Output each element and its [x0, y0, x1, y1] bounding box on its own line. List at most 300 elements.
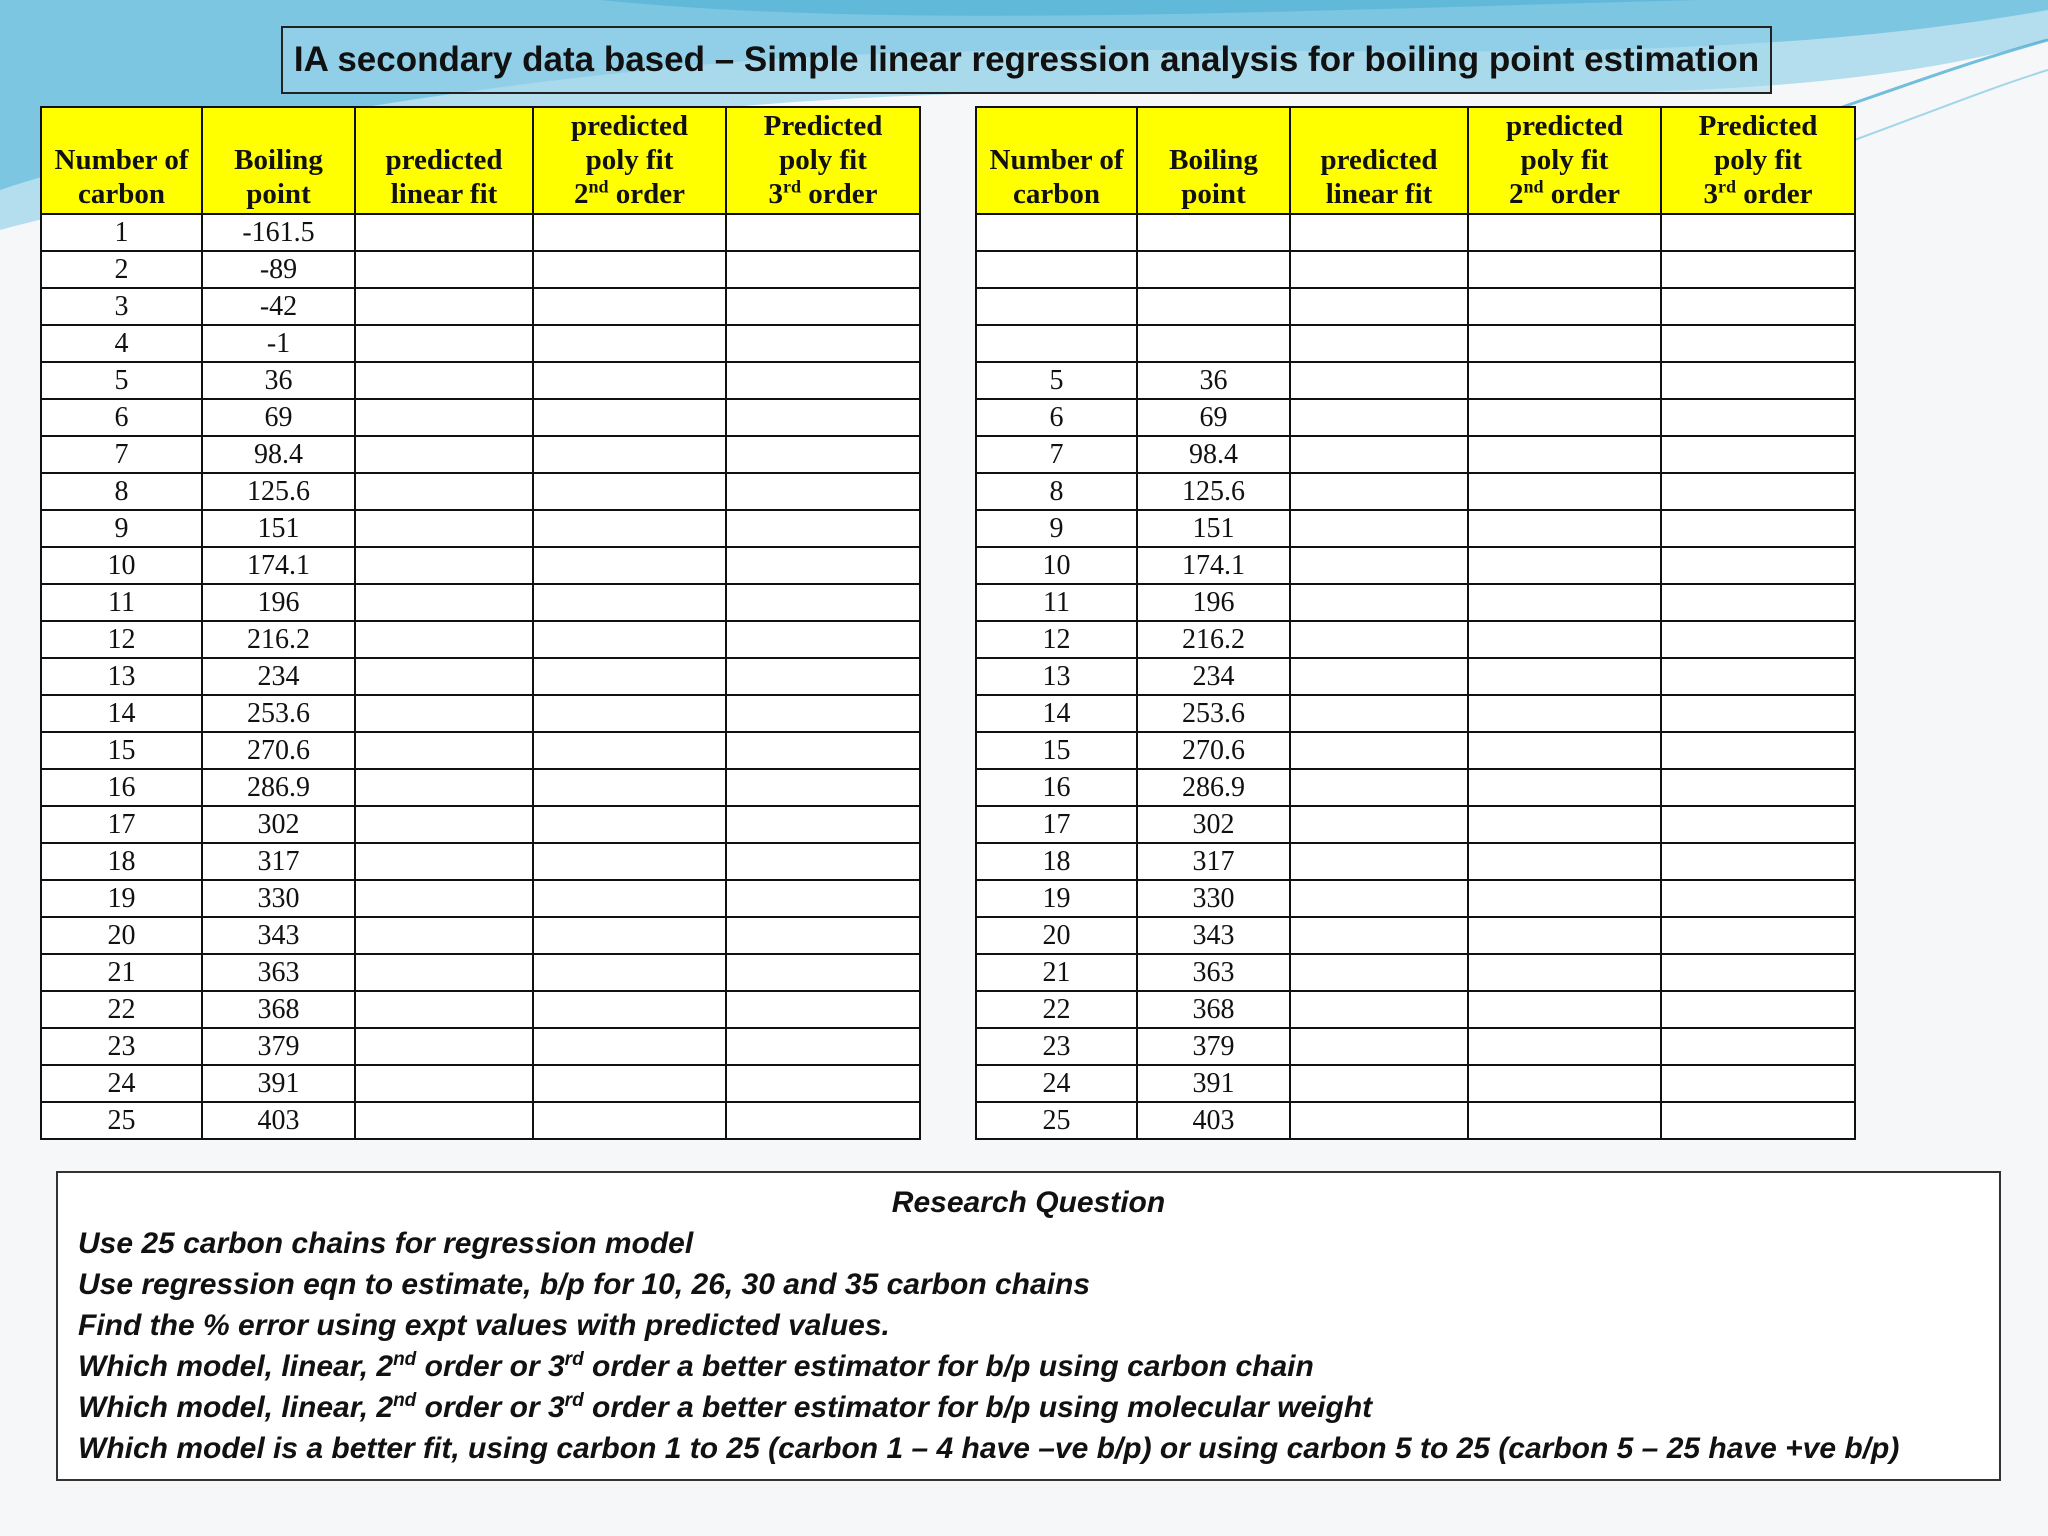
poly2-fit-cell — [533, 214, 726, 251]
table-row — [976, 732, 1855, 769]
carbon-count-cell: 3 — [41, 288, 202, 325]
boiling-point-cell: 196 — [202, 584, 355, 621]
poly3-fit-cell — [726, 880, 920, 917]
poly2-fit-cell — [533, 288, 726, 325]
linear-fit-cell — [355, 1065, 533, 1102]
header-predicted-poly-2nd: predicted poly fit 2nd order — [533, 107, 726, 214]
linear-fit-cell — [355, 1028, 533, 1065]
poly3-fit-cell — [726, 1028, 920, 1065]
poly3-fit-cell — [726, 362, 920, 399]
linear-fit-cell — [355, 584, 533, 621]
carbon-count-cell: 16 — [41, 769, 202, 806]
poly3-fit-cell — [1661, 621, 1855, 658]
poly3-fit-cell — [1661, 1028, 1855, 1065]
poly2-fit-cell — [1468, 547, 1661, 584]
table-row — [41, 584, 920, 621]
research-line-6: Which model is a better fit, using carbon 1 to 25 (carbon 1 – 4 have –ve b/p) or using carbon 5 to 25 (carbon 5 – 25 have +ve b/p) — [78, 1432, 1900, 1465]
table-row — [41, 991, 920, 1028]
table-row — [41, 1065, 920, 1102]
boiling-point-cell: 125.6 — [1137, 473, 1290, 510]
table-row — [41, 214, 920, 251]
boiling-point-cell: -161.5 — [202, 214, 355, 251]
poly3-fit-cell — [726, 917, 920, 954]
carbon-count-cell: 15 — [976, 732, 1137, 769]
linear-fit-cell — [1290, 732, 1468, 769]
boiling-point-cell: 98.4 — [202, 436, 355, 473]
linear-fit-cell — [355, 510, 533, 547]
poly3-fit-cell — [1661, 843, 1855, 880]
research-line-4: Which model, linear, 2nd order or 3rd order a better estimator for b/p using carbon chain — [78, 1349, 1314, 1383]
poly2-fit-cell — [533, 695, 726, 732]
linear-fit-cell — [355, 473, 533, 510]
right-header-row — [976, 107, 1855, 214]
linear-fit-cell — [355, 362, 533, 399]
carbon-count-cell: 11 — [41, 584, 202, 621]
header-number-of-carbon: Number of carbon — [976, 107, 1137, 214]
poly2-fit-cell — [533, 547, 726, 584]
table-row — [41, 769, 920, 806]
poly2-fit-cell — [533, 843, 726, 880]
carbon-count-cell: 18 — [41, 843, 202, 880]
poly3-fit-cell — [1661, 362, 1855, 399]
linear-fit-cell — [1290, 1102, 1468, 1139]
poly2-fit-cell — [533, 473, 726, 510]
boiling-point-cell: 363 — [1137, 954, 1290, 991]
boiling-point-cell: 151 — [202, 510, 355, 547]
boiling-point-cell: -42 — [202, 288, 355, 325]
poly2-fit-cell — [1468, 991, 1661, 1028]
boiling-point-cell: 234 — [202, 658, 355, 695]
poly2-fit-cell — [1468, 954, 1661, 991]
table-row — [976, 473, 1855, 510]
poly2-fit-cell — [1468, 880, 1661, 917]
carbon-count-cell: 16 — [976, 769, 1137, 806]
linear-fit-cell — [1290, 473, 1468, 510]
poly2-fit-cell — [1468, 436, 1661, 473]
boiling-point-cell: 270.6 — [1137, 732, 1290, 769]
carbon-count-cell: 15 — [41, 732, 202, 769]
linear-fit-cell — [355, 251, 533, 288]
boiling-point-cell: 368 — [1137, 991, 1290, 1028]
boiling-point-cell — [1137, 325, 1290, 362]
carbon-count-cell: 14 — [41, 695, 202, 732]
table-row — [976, 1028, 1855, 1065]
carbon-count-cell — [976, 251, 1137, 288]
poly3-fit-cell — [726, 325, 920, 362]
linear-fit-cell — [1290, 547, 1468, 584]
poly3-fit-cell — [1661, 473, 1855, 510]
table-row — [41, 954, 920, 991]
boiling-point-cell: 286.9 — [202, 769, 355, 806]
poly2-fit-cell — [1468, 695, 1661, 732]
header-number-of-carbon: Number of carbon — [41, 107, 202, 214]
carbon-count-cell: 20 — [976, 917, 1137, 954]
table-row — [41, 362, 920, 399]
linear-fit-cell — [1290, 843, 1468, 880]
poly2-fit-cell — [533, 806, 726, 843]
carbon-count-cell: 11 — [976, 584, 1137, 621]
boiling-point-cell: 302 — [1137, 806, 1290, 843]
poly2-fit-cell — [533, 362, 726, 399]
linear-fit-cell — [355, 954, 533, 991]
poly3-fit-cell — [726, 288, 920, 325]
header-predicted-poly-3rd: Predicted poly fit 3rd order — [726, 107, 920, 214]
linear-fit-cell — [1290, 510, 1468, 547]
carbon-count-cell: 24 — [41, 1065, 202, 1102]
carbon-count-cell: 13 — [976, 658, 1137, 695]
boiling-point-cell: 69 — [1137, 399, 1290, 436]
header-boiling-point: Boiling point — [1137, 107, 1290, 214]
linear-fit-cell — [355, 288, 533, 325]
table-row — [41, 399, 920, 436]
boiling-point-cell: 379 — [202, 1028, 355, 1065]
boiling-point-cell: 174.1 — [1137, 547, 1290, 584]
table-row — [41, 547, 920, 584]
poly3-fit-cell — [726, 510, 920, 547]
carbon-count-cell: 9 — [41, 510, 202, 547]
poly2-fit-cell — [533, 954, 726, 991]
poly2-fit-cell — [1468, 325, 1661, 362]
linear-fit-cell — [355, 214, 533, 251]
poly3-fit-cell — [726, 806, 920, 843]
right-data-table — [975, 106, 1856, 1140]
research-question-heading: Research Question — [891, 1186, 1166, 1219]
poly3-fit-cell — [726, 1065, 920, 1102]
table-row — [41, 621, 920, 658]
table-row — [41, 1028, 920, 1065]
carbon-count-cell: 8 — [976, 473, 1137, 510]
linear-fit-cell — [1290, 1028, 1468, 1065]
boiling-point-cell: 379 — [1137, 1028, 1290, 1065]
carbon-count-cell: 12 — [41, 621, 202, 658]
linear-fit-cell — [1290, 621, 1468, 658]
poly3-fit-cell — [1661, 658, 1855, 695]
table-row — [41, 658, 920, 695]
poly3-fit-cell — [1661, 288, 1855, 325]
linear-fit-cell — [355, 695, 533, 732]
poly2-fit-cell — [1468, 917, 1661, 954]
carbon-count-cell: 10 — [976, 547, 1137, 584]
poly2-fit-cell — [1468, 1102, 1661, 1139]
poly2-fit-cell — [1468, 473, 1661, 510]
carbon-count-cell: 23 — [41, 1028, 202, 1065]
header-predicted-poly-3rd: Predicted poly fit 3rd order — [1661, 107, 1855, 214]
table-row — [976, 880, 1855, 917]
carbon-count-cell: 12 — [976, 621, 1137, 658]
poly3-fit-cell — [1661, 510, 1855, 547]
header-predicted-linear-fit: predicted linear fit — [355, 107, 533, 214]
linear-fit-cell — [355, 658, 533, 695]
table-row — [41, 288, 920, 325]
boiling-point-cell: 151 — [1137, 510, 1290, 547]
poly2-fit-cell — [1468, 843, 1661, 880]
linear-fit-cell — [1290, 399, 1468, 436]
research-line-2: Use regression eqn to estimate, b/p for 10, 26, 30 and 35 carbon chains — [78, 1268, 1091, 1301]
carbon-count-cell: 2 — [41, 251, 202, 288]
poly3-fit-cell — [1661, 214, 1855, 251]
poly3-fit-cell — [726, 436, 920, 473]
boiling-point-cell: 174.1 — [202, 547, 355, 584]
poly2-fit-cell — [533, 510, 726, 547]
boiling-point-cell: 391 — [202, 1065, 355, 1102]
research-line-5: Which model, linear, 2nd order or 3rd order a better estimator for b/p using molecular weight — [78, 1390, 1373, 1424]
carbon-count-cell: 17 — [41, 806, 202, 843]
poly3-fit-cell — [1661, 1102, 1855, 1139]
linear-fit-cell — [1290, 658, 1468, 695]
linear-fit-cell — [1290, 251, 1468, 288]
poly2-fit-cell — [533, 1102, 726, 1139]
linear-fit-cell — [355, 843, 533, 880]
poly3-fit-cell — [1661, 954, 1855, 991]
carbon-count-cell: 6 — [41, 399, 202, 436]
boiling-point-cell: 196 — [1137, 584, 1290, 621]
linear-fit-cell — [1290, 584, 1468, 621]
carbon-count-cell: 13 — [41, 658, 202, 695]
linear-fit-cell — [1290, 362, 1468, 399]
poly2-fit-cell — [1468, 769, 1661, 806]
table-row — [41, 251, 920, 288]
table-row — [976, 251, 1855, 288]
poly3-fit-cell — [726, 584, 920, 621]
table-row — [976, 769, 1855, 806]
boiling-point-cell: 36 — [1137, 362, 1290, 399]
poly2-fit-cell — [1468, 732, 1661, 769]
carbon-count-cell — [976, 288, 1137, 325]
poly2-fit-cell — [1468, 806, 1661, 843]
carbon-count-cell: 9 — [976, 510, 1137, 547]
carbon-count-cell: 23 — [976, 1028, 1137, 1065]
poly3-fit-cell — [726, 695, 920, 732]
poly3-fit-cell — [1661, 732, 1855, 769]
poly3-fit-cell — [726, 1102, 920, 1139]
linear-fit-cell — [1290, 695, 1468, 732]
boiling-point-cell: 286.9 — [1137, 769, 1290, 806]
poly3-fit-cell — [726, 621, 920, 658]
carbon-count-cell: 18 — [976, 843, 1137, 880]
table-row — [976, 954, 1855, 991]
table-row — [976, 584, 1855, 621]
poly3-fit-cell — [726, 399, 920, 436]
poly3-fit-cell — [1661, 880, 1855, 917]
table-row — [976, 288, 1855, 325]
poly2-fit-cell — [533, 658, 726, 695]
boiling-point-cell: 302 — [202, 806, 355, 843]
boiling-point-cell: 234 — [1137, 658, 1290, 695]
linear-fit-cell — [355, 991, 533, 1028]
carbon-count-cell — [976, 325, 1137, 362]
carbon-count-cell: 19 — [41, 880, 202, 917]
poly2-fit-cell — [1468, 621, 1661, 658]
linear-fit-cell — [1290, 954, 1468, 991]
table-row — [41, 510, 920, 547]
carbon-count-cell: 21 — [41, 954, 202, 991]
poly3-fit-cell — [726, 843, 920, 880]
carbon-count-cell — [976, 214, 1137, 251]
poly3-fit-cell — [1661, 584, 1855, 621]
poly3-fit-cell — [1661, 399, 1855, 436]
poly2-fit-cell — [533, 1028, 726, 1065]
linear-fit-cell — [355, 1102, 533, 1139]
table-row — [41, 473, 920, 510]
table-row — [976, 325, 1855, 362]
poly3-fit-cell — [1661, 917, 1855, 954]
table-row — [976, 658, 1855, 695]
carbon-count-cell: 22 — [41, 991, 202, 1028]
carbon-count-cell: 21 — [976, 954, 1137, 991]
poly2-fit-cell — [1468, 1065, 1661, 1102]
poly2-fit-cell — [533, 1065, 726, 1102]
table-row — [976, 843, 1855, 880]
poly2-fit-cell — [533, 325, 726, 362]
table-row — [976, 399, 1855, 436]
carbon-count-cell: 8 — [41, 473, 202, 510]
poly3-fit-cell — [1661, 695, 1855, 732]
boiling-point-cell: 125.6 — [202, 473, 355, 510]
table-row — [976, 436, 1855, 473]
carbon-count-cell: 7 — [41, 436, 202, 473]
linear-fit-cell — [1290, 806, 1468, 843]
poly3-fit-cell — [726, 251, 920, 288]
boiling-point-cell: 253.6 — [202, 695, 355, 732]
poly2-fit-cell — [533, 991, 726, 1028]
poly3-fit-cell — [726, 658, 920, 695]
left-data-table — [40, 106, 921, 1140]
linear-fit-cell — [355, 806, 533, 843]
linear-fit-cell — [1290, 288, 1468, 325]
boiling-point-cell: 216.2 — [202, 621, 355, 658]
linear-fit-cell — [355, 325, 533, 362]
poly3-fit-cell — [1661, 991, 1855, 1028]
poly2-fit-cell — [533, 880, 726, 917]
poly2-fit-cell — [1468, 251, 1661, 288]
boiling-point-cell — [1137, 251, 1290, 288]
poly3-fit-cell — [726, 547, 920, 584]
boiling-point-cell: 317 — [1137, 843, 1290, 880]
slide-title-box — [281, 26, 1772, 94]
carbon-count-cell: 22 — [976, 991, 1137, 1028]
carbon-count-cell: 5 — [41, 362, 202, 399]
poly2-fit-cell — [1468, 1028, 1661, 1065]
boiling-point-cell: 216.2 — [1137, 621, 1290, 658]
research-line-3: Find the % error using expt values with predicted values. — [78, 1309, 890, 1342]
boiling-point-cell: 253.6 — [1137, 695, 1290, 732]
poly3-fit-cell — [1661, 547, 1855, 584]
poly2-fit-cell — [1468, 214, 1661, 251]
boiling-point-cell — [1137, 288, 1290, 325]
carbon-count-cell: 25 — [976, 1102, 1137, 1139]
table-row — [41, 880, 920, 917]
research-question-box — [56, 1171, 2001, 1481]
boiling-point-cell: 69 — [202, 399, 355, 436]
table-row — [976, 510, 1855, 547]
linear-fit-cell — [1290, 436, 1468, 473]
poly3-fit-cell — [726, 991, 920, 1028]
linear-fit-cell — [1290, 991, 1468, 1028]
table-row — [41, 843, 920, 880]
poly2-fit-cell — [533, 436, 726, 473]
header-predicted-linear-fit: predicted linear fit — [1290, 107, 1468, 214]
table-row — [976, 806, 1855, 843]
table-row — [976, 547, 1855, 584]
table-row — [976, 991, 1855, 1028]
poly2-fit-cell — [1468, 658, 1661, 695]
poly2-fit-cell — [1468, 584, 1661, 621]
slide-title: IA secondary data based – Simple linear regression analysis for boiling point estimation — [293, 40, 1760, 79]
poly3-fit-cell — [726, 214, 920, 251]
table-row — [41, 325, 920, 362]
research-line-1: Use 25 carbon chains for regression model — [78, 1227, 694, 1260]
linear-fit-cell — [355, 917, 533, 954]
poly3-fit-cell — [726, 769, 920, 806]
table-row — [41, 436, 920, 473]
boiling-point-cell: 330 — [202, 880, 355, 917]
table-row — [976, 214, 1855, 251]
boiling-point-cell: 98.4 — [1137, 436, 1290, 473]
linear-fit-cell — [1290, 1065, 1468, 1102]
carbon-count-cell: 24 — [976, 1065, 1137, 1102]
carbon-count-cell: 4 — [41, 325, 202, 362]
linear-fit-cell — [355, 732, 533, 769]
table-row — [976, 362, 1855, 399]
table-row — [976, 695, 1855, 732]
boiling-point-cell: 391 — [1137, 1065, 1290, 1102]
linear-fit-cell — [355, 769, 533, 806]
linear-fit-cell — [1290, 880, 1468, 917]
poly3-fit-cell — [726, 954, 920, 991]
table-row — [41, 1102, 920, 1139]
boiling-point-cell: 403 — [1137, 1102, 1290, 1139]
linear-fit-cell — [355, 880, 533, 917]
boiling-point-cell: -89 — [202, 251, 355, 288]
boiling-point-cell: 363 — [202, 954, 355, 991]
poly2-fit-cell — [1468, 399, 1661, 436]
poly2-fit-cell — [533, 251, 726, 288]
poly3-fit-cell — [1661, 1065, 1855, 1102]
header-predicted-poly-2nd: predicted poly fit 2nd order — [1468, 107, 1661, 214]
table-row — [41, 732, 920, 769]
carbon-count-cell: 1 — [41, 214, 202, 251]
linear-fit-cell — [1290, 325, 1468, 362]
linear-fit-cell — [355, 547, 533, 584]
carbon-count-cell: 10 — [41, 547, 202, 584]
table-row — [976, 1102, 1855, 1139]
linear-fit-cell — [355, 436, 533, 473]
table-row — [41, 917, 920, 954]
carbon-count-cell: 6 — [976, 399, 1137, 436]
poly2-fit-cell — [1468, 510, 1661, 547]
left-header-row — [41, 107, 920, 214]
boiling-point-cell — [1137, 214, 1290, 251]
table-row — [41, 695, 920, 732]
poly2-fit-cell — [533, 584, 726, 621]
boiling-point-cell: 368 — [202, 991, 355, 1028]
table-row — [41, 806, 920, 843]
carbon-count-cell: 14 — [976, 695, 1137, 732]
carbon-count-cell: 5 — [976, 362, 1137, 399]
linear-fit-cell — [355, 399, 533, 436]
carbon-count-cell: 20 — [41, 917, 202, 954]
boiling-point-cell: 317 — [202, 843, 355, 880]
linear-fit-cell — [355, 621, 533, 658]
boiling-point-cell: 270.6 — [202, 732, 355, 769]
boiling-point-cell: 343 — [1137, 917, 1290, 954]
poly3-fit-cell — [1661, 769, 1855, 806]
linear-fit-cell — [1290, 769, 1468, 806]
boiling-point-cell: 330 — [1137, 880, 1290, 917]
poly3-fit-cell — [726, 732, 920, 769]
carbon-count-cell: 17 — [976, 806, 1137, 843]
table-row — [976, 917, 1855, 954]
